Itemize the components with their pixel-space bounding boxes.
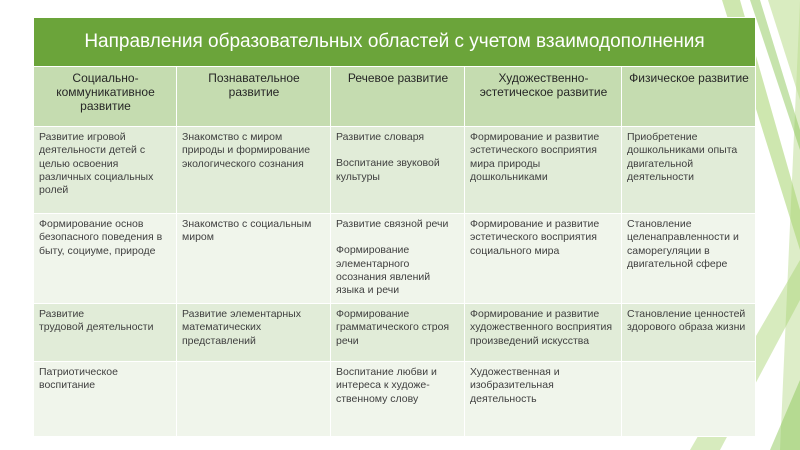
cell-text: Формирование и развитие художественного восприятия произведений искусства [470,308,613,347]
cell-art [465,362,622,437]
cell-physical [622,127,756,214]
cell-text: Формирование и развитие эстетического восприятия социального мира [470,218,600,257]
cell-social [34,362,177,437]
cell-text: Становление целенаправленности и саморегуляции в двигательной сфере [627,218,739,270]
header-art: Художественно-эстетическое развитие [465,67,622,127]
header-row [34,67,756,127]
cell-text: трудовой деятельности [39,321,154,334]
cell-text: Формирование грамматического строя речи [336,308,450,347]
table-row [34,127,756,214]
cell-text: Формирование и развитие эстетического восприятия мира природы дошкольниками [470,131,600,183]
cell-text: Формирование элементарного осознания явлений языка и речи [336,244,431,297]
cell-social [34,127,177,214]
cell-text: Художественная и изобразительная деятельность [470,366,560,405]
cell-text: Формирование основ безопасного поведения в быту, социуме, природе [39,218,163,257]
title-row [34,18,756,67]
cell-physical [622,214,756,304]
cell-text: Приобретение дошкольниками опыта двигательной деятельности [627,131,738,183]
cell-physical [622,304,756,362]
cell-text: Воспитание любви и интереса к художе-ственному слову [336,366,437,405]
cell-physical [622,362,756,437]
cell-art [465,127,622,214]
cell-cognitive [177,304,331,362]
table-row [34,214,756,304]
header-speech: Речевое развитие [331,67,465,127]
cell-text: Патриотическое воспитание [39,366,118,392]
cell-text: Знакомство с социальным миром [182,218,312,244]
cell-speech [331,304,465,362]
cell-cognitive [177,214,331,304]
header-social: Социально-коммуникативное развитие [34,67,177,127]
cell-art [465,304,622,362]
cell-text: Развитие связной речи [336,218,449,230]
cell-text: Развитие [39,308,85,320]
header-cognitive: Познавательное развитие [177,67,331,127]
cell-text: Знакомство с миром природы и формирование экологического сознания [182,131,311,170]
cell-text: Развитие игровой деятельности детей с целью освоения различных социальных ролей [39,131,154,197]
cell-text: Развитие словаря [336,131,425,143]
cell-art [465,214,622,304]
cell-text: Развитие элементарных математических представлений [182,308,301,347]
cell-social [34,304,177,362]
table-row [34,362,756,437]
cell-text: Воспитание звуковой культуры [336,157,440,183]
cell-speech [331,127,465,214]
cell-social [34,214,177,304]
cell-cognitive [177,127,331,214]
cell-speech [331,362,465,437]
cell-cognitive [177,362,331,437]
cell-speech [331,214,465,304]
header-physical: Физическое развитие [622,67,756,127]
table-row [34,304,756,362]
education-areas-table [33,17,756,437]
slide-title: Направления образовательных областей с учетом взаимодополнения [34,18,756,67]
cell-text: Становление ценностей здорового образа жизни [627,308,746,334]
